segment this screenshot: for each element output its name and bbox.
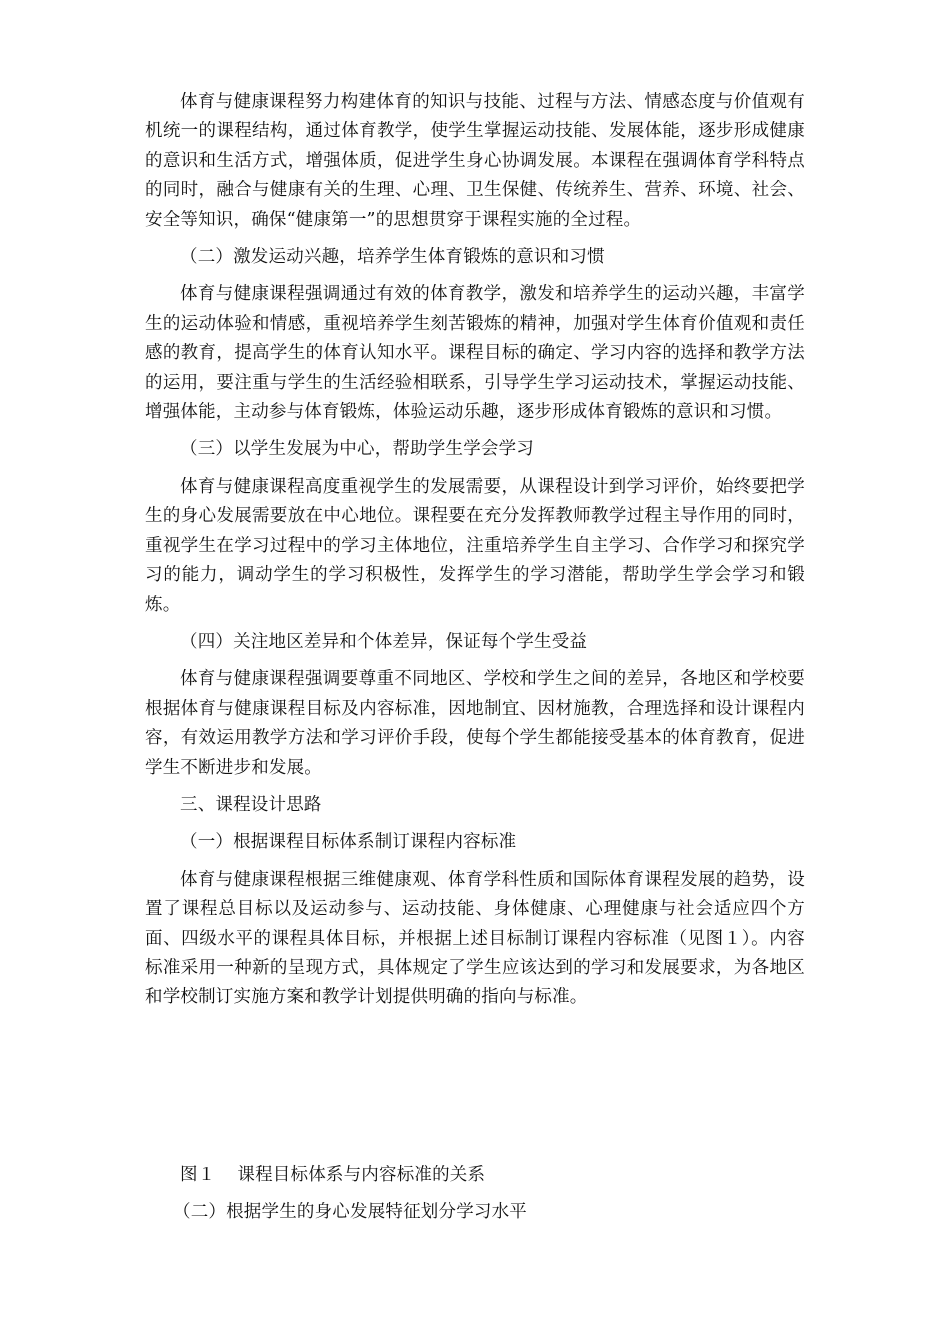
figure-placeholder bbox=[145, 1021, 805, 1161]
heading-learning-levels: （二）根据学生的身心发展特征划分学习水平 bbox=[173, 1202, 527, 1223]
paragraph-sports-interest: 体育与健康课程强调通过有效的体育教学，激发和培养学生的运动兴趣，丰富学生的运动体验和情感，重视培养学生刻苦锻炼的精神，加强对学生体育价值观和责任感的教育，提高学生的体育认知水平。课程目标的确定、学习内容的选择和教学方法的运用，要注重与学生的生活经验相联系，引导学生学习运动技术，掌握运动技能、增强体能，主动参与体育锻炼，体验运动乐趣，逐步形成体育锻炼的意识和习惯。 bbox=[145, 284, 805, 423]
heading-regional-differences: （四）关注地区差异和个体差异，保证每个学生受益 bbox=[180, 631, 588, 652]
document-page bbox=[145, 88, 805, 1236]
figure-caption bbox=[145, 1161, 805, 1190]
section-heading-design-ideas: 三、课程设计思路 bbox=[180, 794, 322, 815]
paragraph-course-structure: 体育与健康课程努力构建体育的知识与技能、过程与方法、情感态度与价值观有机统一的课程结构，通过体育教学，使学生掌握运动技能、发展体能，逐步形成健康的意识和生活方式，增强体质，促进学生身心协调发展。本课程在强调体育学科特点的同时，融合与健康有关的生理、心理、卫生保健、传统养生、营养、环境、社会、安全等知识，确保“健康第一”的思想贯穿于课程实施的全过程。 bbox=[145, 92, 805, 230]
paragraph-regional-differences: 体育与健康课程强调要尊重不同地区、学校和学生之间的差异，各地区和学校要根据体育与健康课程目标及内容标准，因地制宜、因材施教，合理选择和设计课程内容，有效运用教学方法和学习评价手段，使每个学生都能接受基本的体育教育，促进学生不断进步和发展。 bbox=[145, 669, 805, 778]
figure-number: 图１ bbox=[180, 1164, 216, 1185]
heading-content-standards: （一）根据课程目标体系制订课程内容标准 bbox=[180, 832, 517, 853]
figure-title: 课程目标体系与内容标准的关系 bbox=[237, 1164, 486, 1185]
heading-student-centered: （三）以学生发展为中心，帮助学生学会学习 bbox=[180, 439, 534, 460]
heading-sports-interest: （二）激发运动兴趣，培养学生体育锻炼的意识和习惯 bbox=[180, 247, 605, 268]
paragraph-student-centered: 体育与健康课程高度重视学生的发展需要，从课程设计到学习评价，始终要把学生的身心发展需要放在中心地位。课程要在充分发挥教师教学过程主导作用的同时，重视学生在学习过程中的学习主体地位，注重培养学生自主学习、合作学习和探究学习的能力，调动学生的学习积极性，发挥学生的学习潜能，帮助学生学会学习和锻炼。 bbox=[145, 476, 805, 615]
paragraph-content-standards: 体育与健康课程根据三维健康观、体育学科性质和国际体育课程发展的趋势，设置了课程总目标以及运动参与、运动技能、身体健康、心理健康与社会适应四个方面、四级水平的课程具体目标，并根据上述目标制订课程内容标准（见图１）。内容标准采用一种新的呈现方式，具体规定了学生应该达到的学习和发展要求，为各地区和学校制订实施方案和教学计划提供明确的指向与标准。 bbox=[145, 869, 805, 1008]
